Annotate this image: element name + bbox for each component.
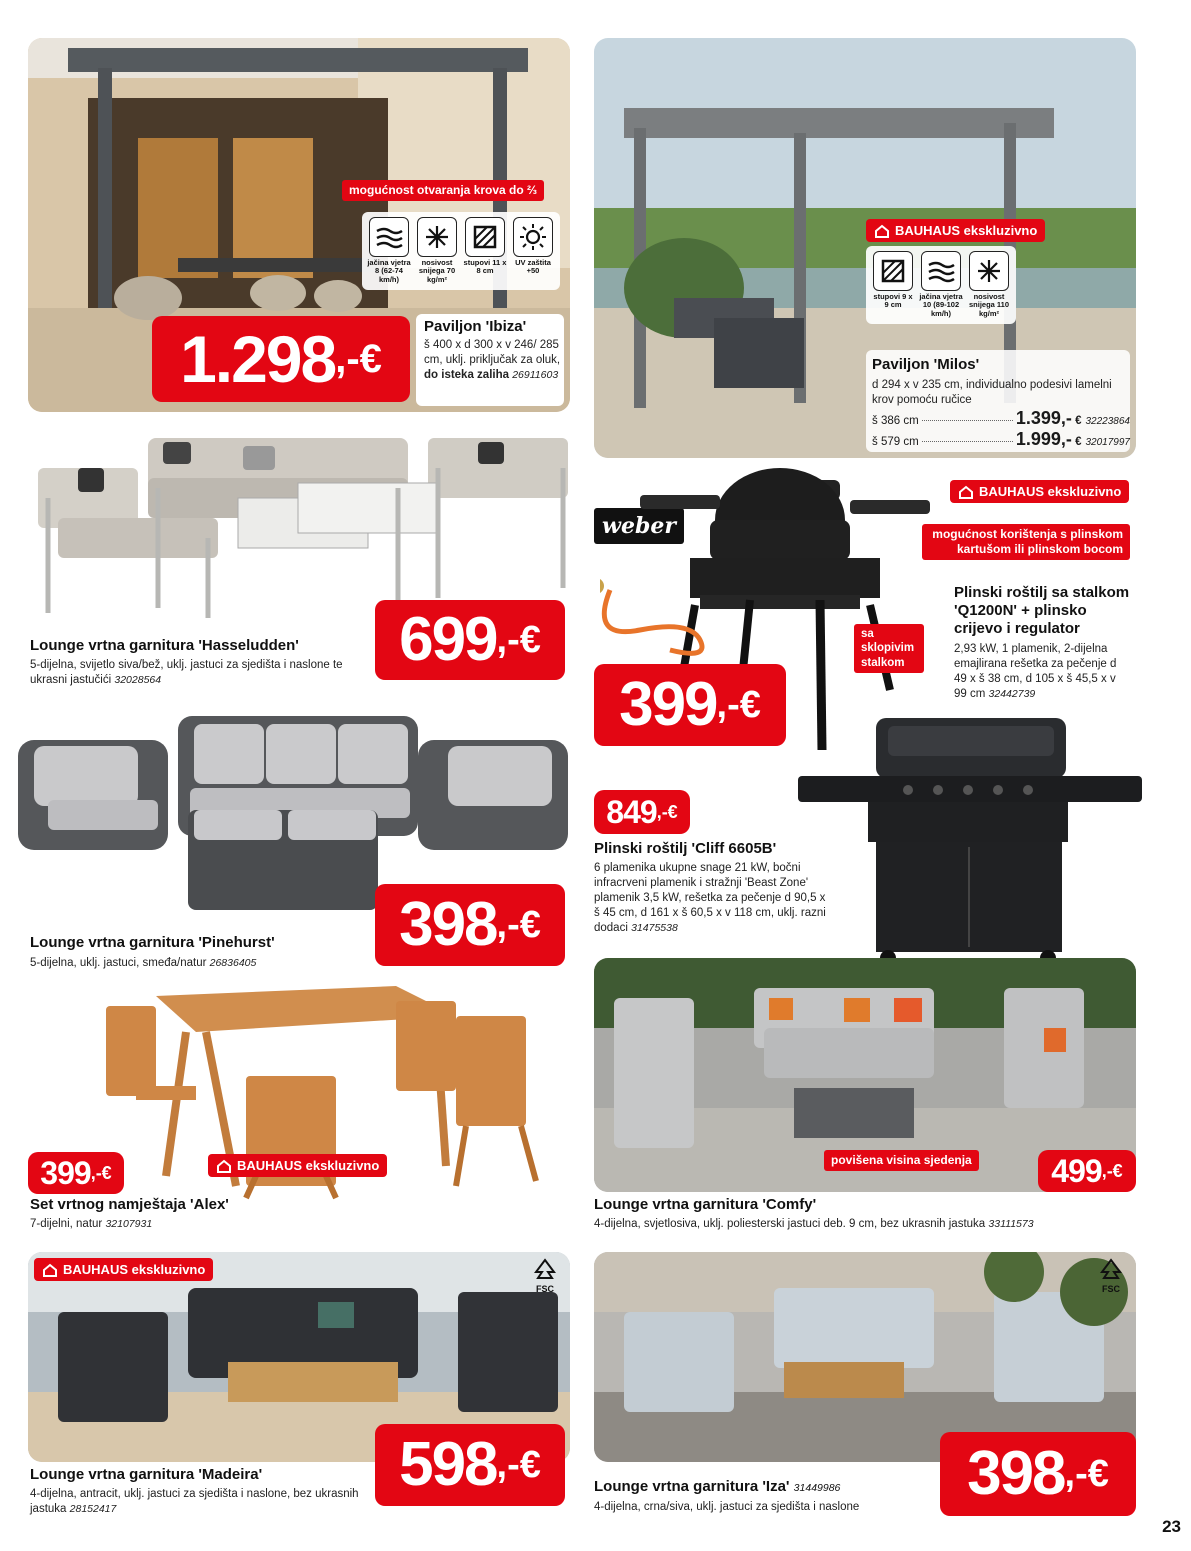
weber-stand-label: sa sklopivim stalkom	[854, 624, 924, 673]
house-icon	[874, 224, 890, 238]
house-icon	[958, 485, 974, 499]
wind-icon: jačina vjetra 10 (89-102 km/h)	[919, 251, 963, 318]
milos-desc: d 294 x v 235 cm, individualno podesivi lamelni krov pomoću ručice	[872, 379, 1112, 406]
snow-icon: nosivost snijega 70 kg/m²	[415, 217, 459, 284]
cliff-title: Plinski roštilj 'Cliff 6605B'	[594, 840, 777, 857]
weber-title: Plinski roštilj sa stalkom 'Q1200N' + plinsko crijevo i regulator	[954, 584, 1130, 637]
iza-title: Lounge vrtna garnitura 'Iza' 31449986	[594, 1478, 841, 1495]
comfy-price: 499 ,-€	[1038, 1150, 1136, 1192]
alex-desc: 7-dijelni, natur 32107931	[30, 1218, 153, 1230]
madeira-title: Lounge vrtna garnitura 'Madeira'	[30, 1466, 263, 1483]
iza-photo	[594, 1252, 1136, 1462]
snow-icon: nosivost snijega 110 kg/m²	[967, 251, 1011, 318]
sun-icon: UV zaštita +50	[511, 217, 555, 284]
alex-title: Set vrtnog namještaja 'Alex'	[30, 1196, 229, 1213]
milos-exclusive-badge: BAUHAUS ekskluzivno	[866, 219, 1045, 242]
madeira-exclusive-badge: BAUHAUS ekskluzivno	[34, 1258, 213, 1281]
cliff-desc: 6 plamenika ukupne snage 21 kW, bočni infracrveni plamenik i stražnji 'Beast Zone' plamenik 3,5 kW, rešetka za pečenje d 90,5 x š 45 cm, d 161 x š 60,5 x v 118 cm, uklj. razni dodaci 31475538	[594, 862, 826, 934]
milos-icon-panel	[866, 246, 1016, 324]
cliff-price: 849 ,-€	[594, 790, 690, 834]
weber-desc: 2,93 kW, 1 plamenik, 2-dijelna emajlirana rešetka za pečenje d 49 x š 38 cm, d 105 x š 45,5 x v 99 cm 32442739	[954, 643, 1117, 700]
pinehurst-desc: 5-dijelna, uklj. jastuci, smeđa/natur 26836405	[30, 957, 257, 969]
ibiza-desc: š 400 x d 300 x v 246/ 285 cm, uklj. priključak za oluk, do isteka zaliha 26911603	[424, 339, 561, 381]
milos-title: Paviljon 'Milos'	[872, 356, 980, 373]
house-icon	[42, 1263, 58, 1277]
milos-size-row: š 386 cm 1.399,- € 32223864	[872, 408, 1130, 428]
iza-price: 398 ,-€	[940, 1432, 1136, 1516]
comfy-title: Lounge vrtna garnitura 'Comfy'	[594, 1196, 817, 1213]
hasseludden-image	[28, 428, 578, 628]
ibiza-title: Paviljon 'Ibiza'	[424, 318, 527, 335]
weber-logo: weber	[594, 508, 684, 544]
fsc-icon: FSC	[528, 1258, 562, 1298]
madeira-desc: 4-dijelna, antracit, uklj. jastuci za sjedišta i naslone, bez ukrasnih jastuka 28152417	[30, 1488, 359, 1515]
post-icon: stupovi 9 x 9 cm	[871, 251, 915, 318]
page-number: 23	[1162, 1517, 1181, 1536]
hasseludden-price: 699 ,-€	[375, 600, 565, 680]
fsc-icon: FSC	[1094, 1258, 1128, 1298]
house-icon	[216, 1159, 232, 1173]
pinehurst-price: 398 ,-€	[375, 884, 565, 966]
weber-price: 399 ,-€	[594, 664, 786, 746]
cliff-grill-image	[798, 712, 1142, 970]
iza-desc: 4-dijelna, crna/siva, uklj. jastuci za sjedišta i naslone	[594, 1501, 860, 1513]
alex-price: 399 ,-€	[28, 1152, 124, 1194]
ibiza-icon-panel	[362, 212, 560, 290]
pinehurst-title: Lounge vrtna garnitura 'Pinehurst'	[30, 934, 275, 951]
milos-size-row: š 579 cm 1.999,- € 32017997	[872, 429, 1130, 449]
madeira-price: 598 ,-€	[375, 1424, 565, 1506]
comfy-seat-banner: povišena visina sjedenja	[824, 1150, 979, 1171]
hasseludden-title: Lounge vrtna garnitura 'Hasseludden'	[30, 637, 299, 654]
weber-exclusive-badge: BAUHAUS ekskluzivno	[950, 480, 1129, 503]
weber-fuel-banner: mogućnost korištenja s plinskom kartušom ili plinskom bocom	[922, 524, 1130, 560]
ibiza-roof-banner: mogućnost otvaranja krova do ⅔	[342, 180, 544, 201]
wind-icon: jačina vjetra 8 (62-74 km/h)	[367, 217, 411, 284]
ibiza-price: 1.298 ,-€	[152, 316, 410, 402]
alex-exclusive-badge: BAUHAUS ekskluzivno	[208, 1154, 387, 1177]
hasseludden-desc: 5-dijelna, svijetlo siva/bež, uklj. jastuci za sjedišta i naslone te ukrasni jastučići 32028564	[30, 659, 343, 686]
post-icon: stupovi 11 x 8 cm	[463, 217, 507, 284]
comfy-desc: 4-dijelna, svjetlosiva, uklj. poliesterski jastuci deb. 9 cm, bez ukrasnih jastuka 33111573	[594, 1218, 1034, 1230]
